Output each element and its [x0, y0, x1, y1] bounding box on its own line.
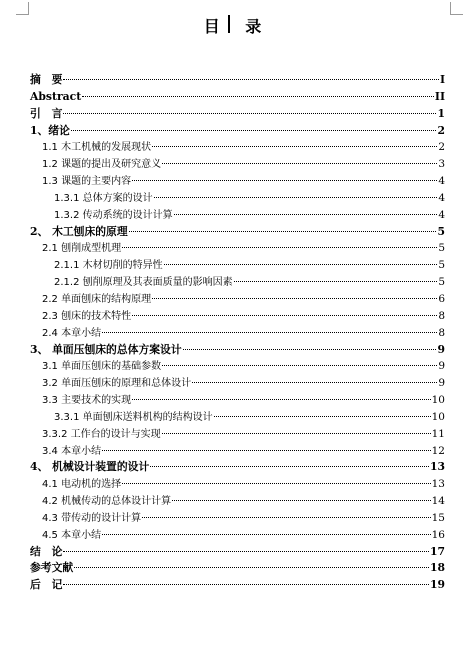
toc-entry-label: 2.1.2 刨削原理及其表面质量的影响因素: [54, 277, 233, 289]
toc-entry-label: 3、 单面压刨床的总体方案设计: [30, 342, 182, 356]
toc-entry[interactable]: [30, 308, 445, 325]
toc-entry-label: 结 论: [30, 544, 63, 558]
toc-entry-label: 4、 机械设计装置的设计: [30, 460, 150, 474]
toc-entry-label: 1.1 木工机械的发展现状: [42, 142, 152, 154]
toc-entry-label: 2.4 本章小结: [42, 327, 102, 339]
toc-entry-label: 4.3 带传动的设计计算: [42, 512, 142, 524]
toc-entry-label: 3.4 本章小结: [42, 445, 102, 457]
dot-leader: [162, 364, 437, 366]
toc-entry[interactable]: [30, 544, 445, 561]
toc-entry-page-number: 10: [431, 410, 445, 423]
dot-leader: [132, 179, 437, 181]
toc-entry[interactable]: [30, 240, 445, 257]
toc-entry-page-number: 13: [429, 460, 445, 474]
toc-entry-page-number: I: [439, 73, 445, 86]
toc-entry-page-number: 10: [431, 394, 445, 407]
toc-entry[interactable]: [30, 476, 445, 493]
toc-entry-label: 2.1 刨削成型机理: [42, 243, 122, 255]
page-title: 目 录: [203, 17, 272, 36]
toc-entry[interactable]: [30, 257, 445, 274]
toc-entry-label: 3.3 主要技术的实现: [42, 395, 132, 407]
toc-entry-label: Abstract: [30, 89, 82, 103]
toc-entry-label: 1、绪论: [30, 123, 70, 137]
dot-leader: [214, 415, 431, 417]
toc-entry-page-number: 4: [438, 175, 445, 188]
toc-entry-page-number: 9: [438, 360, 445, 373]
toc-entry[interactable]: [30, 527, 445, 544]
toc-entry-page-number: 13: [431, 478, 445, 491]
toc-entry-label: 1.3 课题的主要内容: [42, 176, 132, 188]
toc-entry-label: 3.3.1 单面刨床送料机构的结构设计: [54, 411, 213, 423]
toc-entry-page-number: 5: [438, 276, 445, 289]
toc-entry-page-number: 5: [438, 259, 445, 272]
toc-entry-label: 2.1.1 木材切削的特异性: [54, 260, 163, 272]
dot-leader: [172, 499, 431, 501]
toc-entry-label: 1.3.1 总体方案的设计: [54, 192, 153, 204]
toc-entry-label: 3.3.2 工作台的设计与实现: [42, 428, 161, 440]
toc-entry-label: 3.2 单面压刨床的原理和总体设计: [42, 378, 192, 390]
toc-entry[interactable]: [30, 493, 445, 510]
toc-entry[interactable]: [30, 577, 445, 594]
toc-entry[interactable]: [30, 375, 445, 392]
dot-leader: [63, 112, 436, 114]
toc-entry[interactable]: [30, 190, 445, 207]
toc-entry-page-number: 8: [438, 309, 445, 322]
toc-entry[interactable]: [30, 426, 445, 443]
toc-entry-label: 3.1 单面压刨床的基础参数: [42, 361, 162, 373]
toc-entry-page-number: 2: [437, 123, 445, 137]
toc-entry-page-number: 5: [437, 224, 445, 238]
toc-entry-page-number: 1: [437, 106, 445, 120]
toc-entry-label: 1.3.2 传动系统的设计计算: [54, 209, 173, 221]
toc-entry[interactable]: [30, 72, 445, 89]
toc-entry[interactable]: [30, 123, 445, 140]
dot-leader: [234, 280, 438, 282]
toc-entry-label: 后 记: [30, 578, 63, 592]
toc-entry-page-number: 16: [431, 528, 445, 541]
table-of-contents: [30, 72, 445, 594]
dot-leader: [142, 516, 431, 518]
dot-leader: [129, 230, 437, 232]
toc-entry-page-number: 11: [431, 427, 445, 440]
dot-leader: [150, 465, 429, 467]
dot-leader: [132, 314, 437, 316]
dot-leader: [102, 449, 431, 451]
toc-entry-page-number: 8: [438, 326, 445, 339]
toc-entry-label: 摘 要: [30, 73, 63, 86]
toc-entry[interactable]: [30, 443, 445, 460]
dot-leader: [132, 398, 431, 400]
toc-entry-page-number: 18: [429, 561, 445, 575]
toc-entry[interactable]: [30, 409, 445, 426]
toc-entry[interactable]: [30, 156, 445, 173]
dot-leader: [154, 196, 438, 198]
toc-entry-page-number: 2: [438, 141, 445, 154]
dot-leader: [63, 550, 429, 552]
dot-leader: [183, 348, 437, 350]
toc-entry-page-number: 9: [437, 342, 445, 356]
toc-entry-label: 引 言: [30, 106, 63, 120]
toc-entry-page-number: 9: [438, 377, 445, 390]
dot-leader: [162, 432, 431, 434]
toc-entry-label: 1.2 课题的提出及研究意义: [42, 159, 162, 171]
toc-entry-page-number: 4: [438, 191, 445, 204]
toc-entry-label: 4.2 机械传动的总体设计计算: [42, 496, 172, 508]
toc-entry[interactable]: [30, 139, 445, 156]
dot-leader: [152, 145, 437, 147]
toc-entry-page-number: 12: [431, 444, 445, 457]
toc-entry[interactable]: [30, 173, 445, 190]
toc-entry-label: 2.3 刨床的技术特性: [42, 310, 132, 322]
toc-entry-label: 4.1 电动机的选择: [42, 479, 122, 491]
toc-entry-label: 4.5 本章小结: [42, 529, 102, 541]
toc-entry[interactable]: [30, 560, 445, 577]
dot-leader: [192, 381, 437, 383]
toc-entry[interactable]: [30, 459, 445, 476]
dot-leader: [122, 246, 437, 248]
toc-entry[interactable]: [30, 510, 445, 527]
toc-entry-label: 2.2 单面刨床的结构原理: [42, 293, 152, 305]
toc-entry[interactable]: [30, 392, 445, 409]
toc-entry[interactable]: [30, 325, 445, 342]
toc-entry-page-number: 3: [438, 158, 445, 171]
toc-entry-page-number: 17: [429, 544, 445, 558]
dot-leader: [71, 129, 437, 131]
toc-entry[interactable]: [30, 274, 445, 291]
toc-entry-page-number: 15: [431, 511, 445, 524]
toc-entry[interactable]: [30, 89, 445, 106]
toc-entry-page-number: II: [434, 89, 445, 103]
dot-leader: [102, 331, 437, 333]
toc-entry-label: 参考文献: [30, 561, 74, 575]
dot-leader: [174, 213, 438, 215]
dot-leader: [162, 162, 437, 164]
toc-entry-page-number: 6: [438, 292, 445, 305]
dot-leader: [63, 78, 439, 80]
dot-leader: [164, 263, 438, 265]
toc-entry[interactable]: [30, 207, 445, 224]
toc-entry-page-number: 14: [431, 495, 445, 508]
dot-leader: [63, 583, 429, 585]
toc-entry[interactable]: [30, 291, 445, 308]
dot-leader: [122, 482, 431, 484]
dot-leader: [74, 566, 429, 568]
toc-entry-page-number: 4: [438, 208, 445, 221]
toc-entry-label: 2、 木工刨床的原理: [30, 224, 128, 238]
toc-entry[interactable]: [30, 342, 445, 359]
toc-entry-page-number: 19: [429, 578, 445, 592]
toc-entry[interactable]: [30, 106, 445, 123]
dot-leader: [102, 533, 431, 535]
toc-entry-page-number: 5: [438, 242, 445, 255]
dot-leader: [152, 297, 437, 299]
dot-leader: [82, 95, 434, 97]
toc-entry[interactable]: [30, 358, 445, 375]
toc-entry[interactable]: [30, 224, 445, 241]
